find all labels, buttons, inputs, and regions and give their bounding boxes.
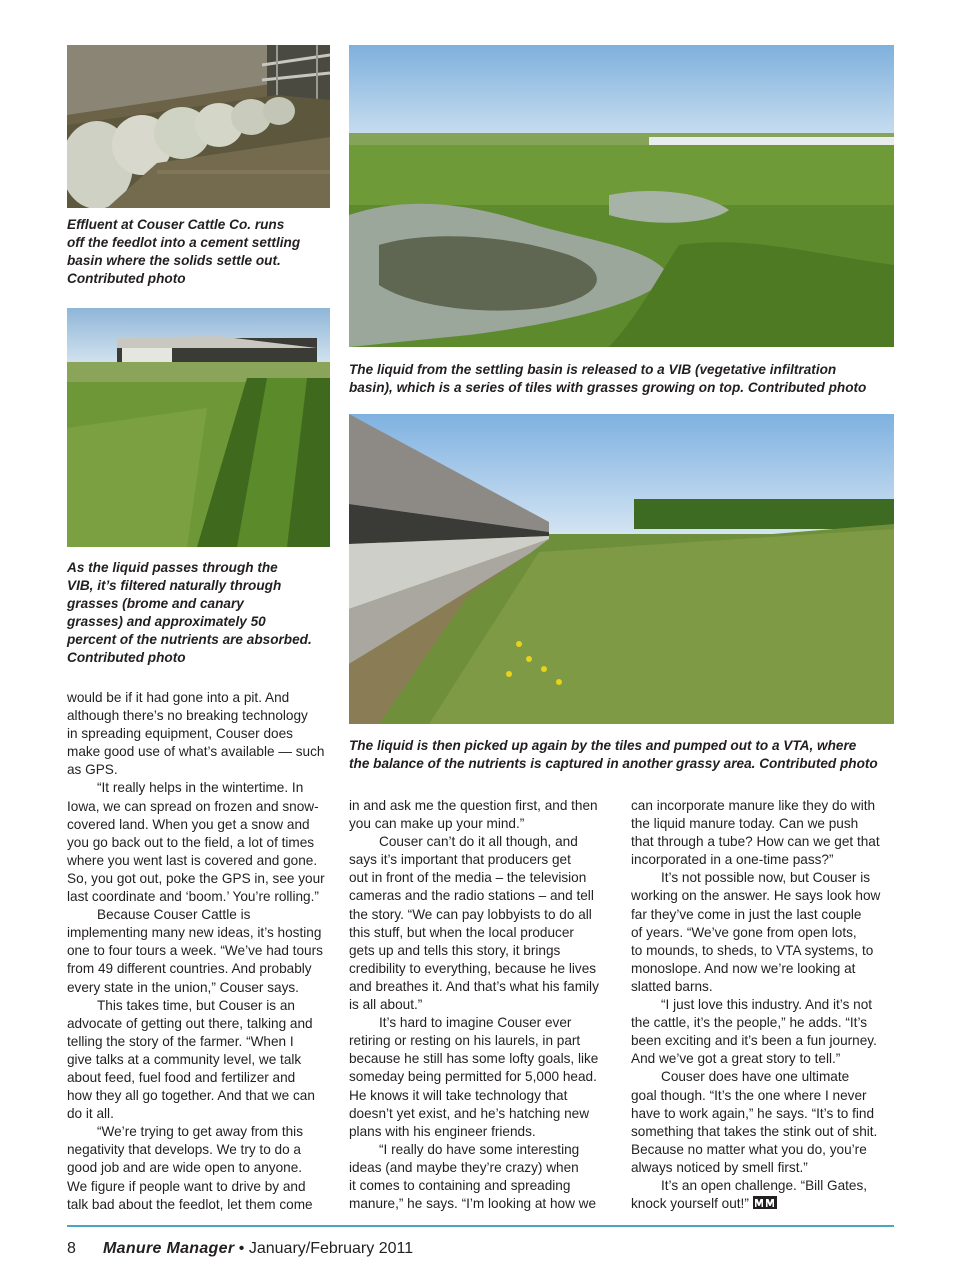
caption-line: grasses (brome and canary <box>67 596 244 611</box>
issue-date: January/February 2011 <box>248 1240 414 1257</box>
text-line: as GPS. <box>67 762 118 778</box>
text-line: Because Couser Cattle is <box>97 907 251 923</box>
caption-line: grasses) and approximately 50 <box>67 614 266 629</box>
caption-line: Contributed photo <box>67 271 186 286</box>
text-line: this stuff, but when the local producer <box>349 924 574 940</box>
text-line: Because no matter what you do, you’re <box>631 1141 867 1157</box>
text-line: doesn’t yet exist, and he’s hatching new <box>349 1105 590 1121</box>
paragraph <box>67 997 332 1124</box>
text-line: from 49 different countries. And probably <box>67 961 312 977</box>
caption-line: The liquid is then picked up again by the tiles and pumped out to a VTA, where <box>349 738 857 753</box>
text-line: implementing many new ideas, it’s hosting <box>67 925 322 941</box>
text-line: out in front of the media – the television <box>349 870 587 886</box>
caption-line: The liquid from the settling basin is released to a VIB (vegetative infiltration <box>349 362 837 377</box>
manure-manager-end-mark-icon <box>753 1196 777 1209</box>
paragraph <box>631 996 896 1068</box>
text-line: that through a tube? How can we get that <box>631 834 880 850</box>
text-line: because he still has some lofty goals, like <box>349 1051 599 1067</box>
text-line: working on the answer. He says look how <box>631 888 881 904</box>
text-line: give talks at a community level, we talk <box>67 1051 302 1067</box>
text-line: ideas (and maybe they’re crazy) when <box>349 1159 579 1175</box>
caption-line: the balance of the nutrients is captured in another grassy area. Contributed photo <box>349 756 878 771</box>
page-footer <box>67 1240 413 1258</box>
text-line: someday being permitted for 5,000 head. <box>349 1069 597 1085</box>
text-line: have to work again,” he says. “It’s to find <box>631 1105 875 1121</box>
text-line: And we’ve got a great story to tell.” <box>631 1051 841 1067</box>
text-line <box>631 1195 896 1213</box>
text-line: “I just love this industry. And it’s not <box>661 997 873 1013</box>
caption-line: As the liquid passes through the <box>67 560 278 575</box>
text-line: negativity that develops. We try to do a <box>67 1142 301 1158</box>
text-line: incorporated in a one-time pass?” <box>631 852 834 868</box>
paragraph <box>349 1014 614 1141</box>
photo-vta-barn <box>349 414 894 724</box>
photo-vib-grasses <box>67 308 330 547</box>
text-line: Couser can’t do it all though, and <box>379 834 578 850</box>
text-line: goal though. “It’s the one where I never <box>631 1087 867 1103</box>
text-line: you can make up your mind.” <box>349 816 525 832</box>
paragraph <box>67 689 332 779</box>
text-line: “It really helps in the wintertime. In <box>97 780 304 796</box>
text-line: make good use of what’s available — such <box>67 744 325 760</box>
text-line: and breathes it. And that’s what his family <box>349 978 599 994</box>
paragraph <box>631 1068 896 1177</box>
text-line: slatted barns. <box>631 978 713 994</box>
text-line: it comes to containing and spreading <box>349 1177 571 1193</box>
text-line: been exciting and it’s been a fun journey. <box>631 1033 877 1049</box>
text-line: cameras and the radio stations – and tell <box>349 888 594 904</box>
caption-vib-release <box>349 361 909 397</box>
text-line: He knows it will take technology that <box>349 1087 568 1103</box>
paragraph <box>631 797 896 869</box>
text-line: credibility to everything, because he lives <box>349 960 597 976</box>
text-line: It’s an open challenge. “Bill Gates, <box>661 1177 868 1193</box>
caption-vib-filter <box>67 559 342 667</box>
text-line: It’s hard to imagine Couser ever <box>379 1015 572 1031</box>
text-line: Couser does have one ultimate <box>661 1069 850 1085</box>
text-line-content: knock yourself out!” <box>631 1196 749 1212</box>
article-column-3 <box>631 797 896 1213</box>
text-line: It’s not possible now, but Couser is <box>661 870 871 886</box>
caption-line: Effluent at Couser Cattle Co. runs <box>67 217 285 232</box>
paragraph <box>67 1123 332 1213</box>
text-line: far they’ve come in just the last couple <box>631 906 862 922</box>
text-line: to mounds, to sheds, to VTA systems, to <box>631 942 874 958</box>
paragraph <box>349 1141 614 1213</box>
text-line: the liquid manure today. Can we push <box>631 816 859 832</box>
text-line: do it all. <box>67 1106 114 1122</box>
text-line: We figure if people want to drive by and <box>67 1178 306 1194</box>
footer-separator: • <box>238 1240 245 1257</box>
text-line: good job and are wide open to anyone. <box>67 1160 303 1176</box>
text-line: manure,” he says. “I’m looking at how we <box>349 1196 597 1212</box>
text-line: This takes time, but Couser is an <box>97 997 295 1013</box>
text-line: how they all go together. And that we can <box>67 1088 315 1104</box>
caption-line: percent of the nutrients are absorbed. <box>67 632 312 647</box>
paragraph <box>631 1177 896 1213</box>
text-line: So, you got out, poke the GPS in, see your <box>67 870 325 886</box>
paragraph <box>631 869 896 996</box>
caption-settling-basin <box>67 216 330 288</box>
text-line: one to four tours a week. “We’ve had tours <box>67 943 323 959</box>
text-line: retiring or resting on his laurels, in part <box>349 1033 581 1049</box>
text-line: you go back out to the field, a lot of times <box>67 834 315 850</box>
article-column-2 <box>349 797 614 1213</box>
text-line: in spreading equipment, Couser does <box>67 726 293 742</box>
caption-line: basin where the solids settle out. <box>67 253 281 268</box>
text-line: something that takes the stink out of shit. <box>631 1123 878 1139</box>
text-line: “We’re trying to get away from this <box>97 1124 303 1140</box>
caption-line: off the feedlot into a cement settling <box>67 235 301 250</box>
text-line: in and ask me the question first, and then <box>349 798 598 813</box>
text-line: every state in the union,” Couser says. <box>67 979 299 995</box>
text-line: of years. “We’ve gone from open lots, <box>631 924 857 940</box>
text-line: “I really do have some interesting <box>379 1141 580 1157</box>
text-line: can incorporate manure like they do with <box>631 798 876 813</box>
text-line: is all about.” <box>349 997 423 1013</box>
paragraph <box>349 833 614 1014</box>
text-line: last coordinate and ‘boom.’ You’re rolling.” <box>67 889 319 905</box>
text-line: talk bad about the feedlot, let them come <box>67 1196 313 1212</box>
text-line: about feed, fuel food and fertilizer and <box>67 1069 296 1085</box>
text-line: the story. “We can pay lobbyists to do all <box>349 906 592 922</box>
text-line: telling the story of the farmer. “When I <box>67 1033 294 1049</box>
text-line: says it’s important that producers get <box>349 852 571 868</box>
caption-vta <box>349 737 909 773</box>
paragraph <box>349 797 614 833</box>
caption-line: Contributed photo <box>67 650 186 665</box>
text-line: although there’s no breaking technology <box>67 708 308 724</box>
text-line: the cattle, it’s the people,” he adds. “It’s <box>631 1015 868 1031</box>
text-line: covered land. When you get a snow and <box>67 816 310 832</box>
paragraph <box>67 779 332 906</box>
text-line: would be if it had gone into a pit. And <box>67 690 290 705</box>
text-line: monoslope. And now we’re looking at <box>631 960 856 976</box>
caption-line: VIB, it’s filtered naturally through <box>67 578 282 593</box>
article-column-1 <box>67 689 332 1214</box>
text-line: advocate of getting out there, talking and <box>67 1015 313 1031</box>
text-line: always noticed by smell first.” <box>631 1159 808 1175</box>
text-line: where you went last is covered and gone. <box>67 852 318 868</box>
page-number: 8 <box>67 1240 76 1257</box>
text-line: gets up and tells this story, it brings <box>349 942 561 958</box>
paragraph <box>67 906 332 996</box>
magazine-name: Manure Manager <box>103 1240 235 1257</box>
footer-rule <box>67 1225 894 1227</box>
text-line: plans with his engineer friends. <box>349 1123 536 1139</box>
photo-settling-basin <box>67 45 330 208</box>
photo-vib-wetland <box>349 45 894 347</box>
text-line: Iowa, we can spread on frozen and snow- <box>67 798 319 814</box>
caption-line: basin), which is a series of tiles with grasses growing on top. Contributed photo <box>349 380 867 395</box>
